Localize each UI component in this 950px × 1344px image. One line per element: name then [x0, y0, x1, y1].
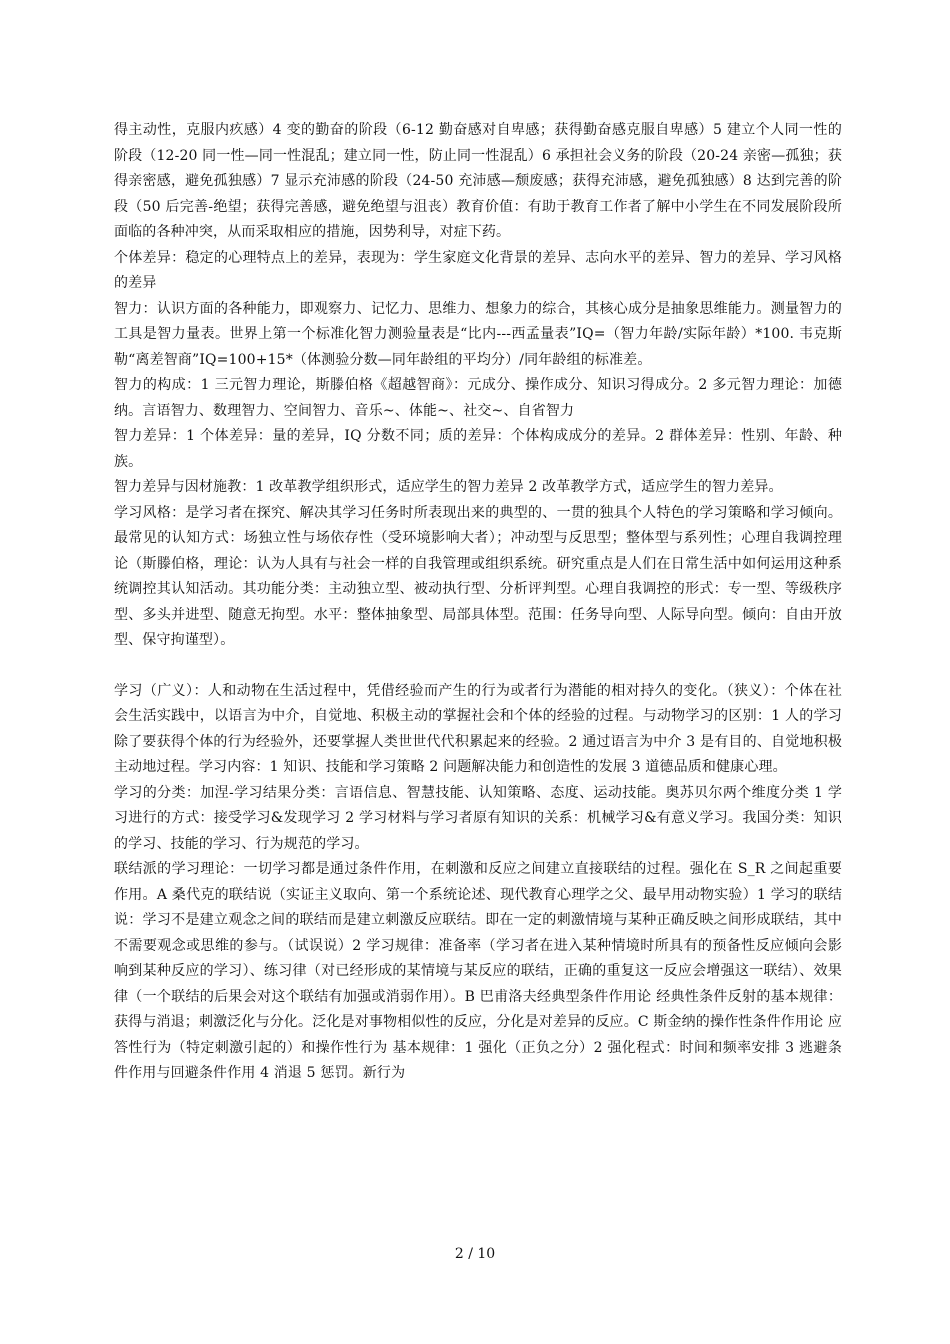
paragraph-intelligence-differences: 智力差异：1 个体差异：量的差异，IQ 分数不同；质的差异：个体构成成分的差异。2 群体差异：性别、年龄、种族。 — [114, 428, 842, 470]
paragraph-intelligence: 智力：认识方面的各种能力，即观察力、记忆力、思维力、想象力的综合，其核心成分是抽象思维能力。测量智力的工具是智力量表。世界上第一个标准化智力测验量表是“比内---西孟量表”IQ=（智力年龄/实际年龄）*100. 韦克斯勒“离差智商”IQ=100+15*（体测验分数—同年龄组的平均分）/同年龄组的标准差。 — [114, 300, 842, 368]
page-separator: / — [468, 1246, 473, 1262]
paragraph-learning-definition: 学习（广义）：人和动物在生活过程中，凭借经验而产生的行为或者行为潜能的相对持久的变化。（狭义）：个体在社会生活实践中，以语言为中介，自觉地、积极主动的掌握社会和个体的经验的过程。与动物学习的区别：1 人的学习除了要获得个体的行为经验外，还要掌握人类世世代代积累起来的经验。2 通过语言为中介 3 是有目的、自觉地积极主动地过程。学习内容：1 知识、技能和学习策略 2 问题解决能力和创造性的发展 3 道德品质和健康心理。 — [114, 682, 842, 775]
page-footer — [0, 1245, 950, 1263]
paragraph-connectionist-theory: 联结派的学习理论：一切学习都是通过条件作用，在刺激和反应之间建立直接联结的过程。强化在 S_R 之间起重要作用。A 桑代克的联结说（实证主义取向、第一个系统论述、现代教育心理学之父、最早用动物实验）1 学习的联结说：学习不是建立观念之间的联结而是建立刺激反应联结。即在一定的刺激情境与某种正确反映之间形成联结，其中不需要观念或思维的参与。（试误说）2 学习规律：准备率（学习者在进入某种情境时所具有的预备性反应倾向会影响到某种反应的学习）、练习律（对已经形成的某情境与某反应的联结，正确的重复这一反应会增强这一联结）、效果律（一个联结的后果会对这个联结有加强或消弱作用）。B 巴甫洛夫经典型条件作用论 经典性条件反射的基本规律：获得与消退；刺激泛化与分化。泛化是对事物相似性的反应，分化是对差异的反应。C 斯金纳的操作性条件作用论 应答性行为（特定刺激引起的）和操作性行为 基本规律：1 强化（正负之分）2 强化程式：时间和频率安排 3 逃避条件作用与回避条件作用 4 消退 5 惩罚。新行为 — [114, 861, 842, 1081]
paragraph-spacer — [114, 654, 842, 679]
paragraph-intelligence-structure: 智力的构成：1 三元智力理论，斯滕伯格《超越智商》：元成分、操作成分、知识习得成分。2 多元智力理论：加德纳。言语智力、数理智力、空间智力、音乐~、体能~、社交~、自省智力 — [114, 377, 842, 419]
paragraph-individual-differences: 个体差异：稳定的心理特点上的差异，表现为：学生家庭文化背景的差异、志向水平的差异、智力的差异、学习风格的差异 — [114, 249, 842, 291]
total-page-number: 10 — [477, 1246, 496, 1262]
document-body — [114, 118, 842, 1087]
paragraph-learning-style: 学习风格：是学习者在探究、解决其学习任务时所表现出来的典型的、一贯的独具个人特色的学习策略和学习倾向。最常见的认知方式：场独立性与场依存性（受环境影响大者）；冲动型与反思型；整体型与系列性；心理自我调控理论（斯滕伯格，理论：认为人具有与社会一样的自我管理或组织系统。研究重点是人们在日常生活中如何运用这种系统调控其认知活动。其功能分类：主动独立型、被动执行型、分析评判型。心理自我调控的形式：专一型、等级秩序型、多头并进型、随意无拘型。水平：整体抽象型、局部具体型。范围：任务导向型、人际导向型。倾向：自由开放型、保守拘谨型）。 — [114, 504, 842, 648]
current-page-number: 2 — [454, 1246, 464, 1262]
paragraph-teaching-by-aptitude: 智力差异与因材施教：1 改革教学组织形式，适应学生的智力差异 2 改革教学方式，适应学生的智力差异。 — [114, 479, 783, 495]
paragraph-learning-classification: 学习的分类：加涅-学习结果分类：言语信息、智慧技能、认知策略、态度、运动技能。奥苏贝尔两个维度分类 1 学习进行的方式：接受学习&发现学习 2 学习材料与学习者原有知识的关系：机械学习&有意义学习。我国分类：知识的学习、技能的学习、行为规范的学习。 — [114, 784, 842, 852]
paragraph-erikson-stages: 得主动性，克服内疚感）4 变的勤奋的阶段（6-12 勤奋感对自卑感；获得勤奋感克服自卑感）5 建立个人同一性的阶段（12-20 同一性—同一性混乱；建立同一性，防止同一性混乱）6 承担社会义务的阶段（20-24 亲密—孤独；获得亲密感，避免孤独感）7 显示充沛感的阶段（24-50 充沛感—颓废感；获得充沛感，避免孤独感）8 达到完善的阶段（50 后完善-绝望；获得完善感，避免绝望与沮丧）教育价值：有助于教育工作者了解中小学生在不同发展阶段所面临的各种冲突，从而采取相应的措施，因势利导，对症下药。 — [114, 122, 842, 240]
